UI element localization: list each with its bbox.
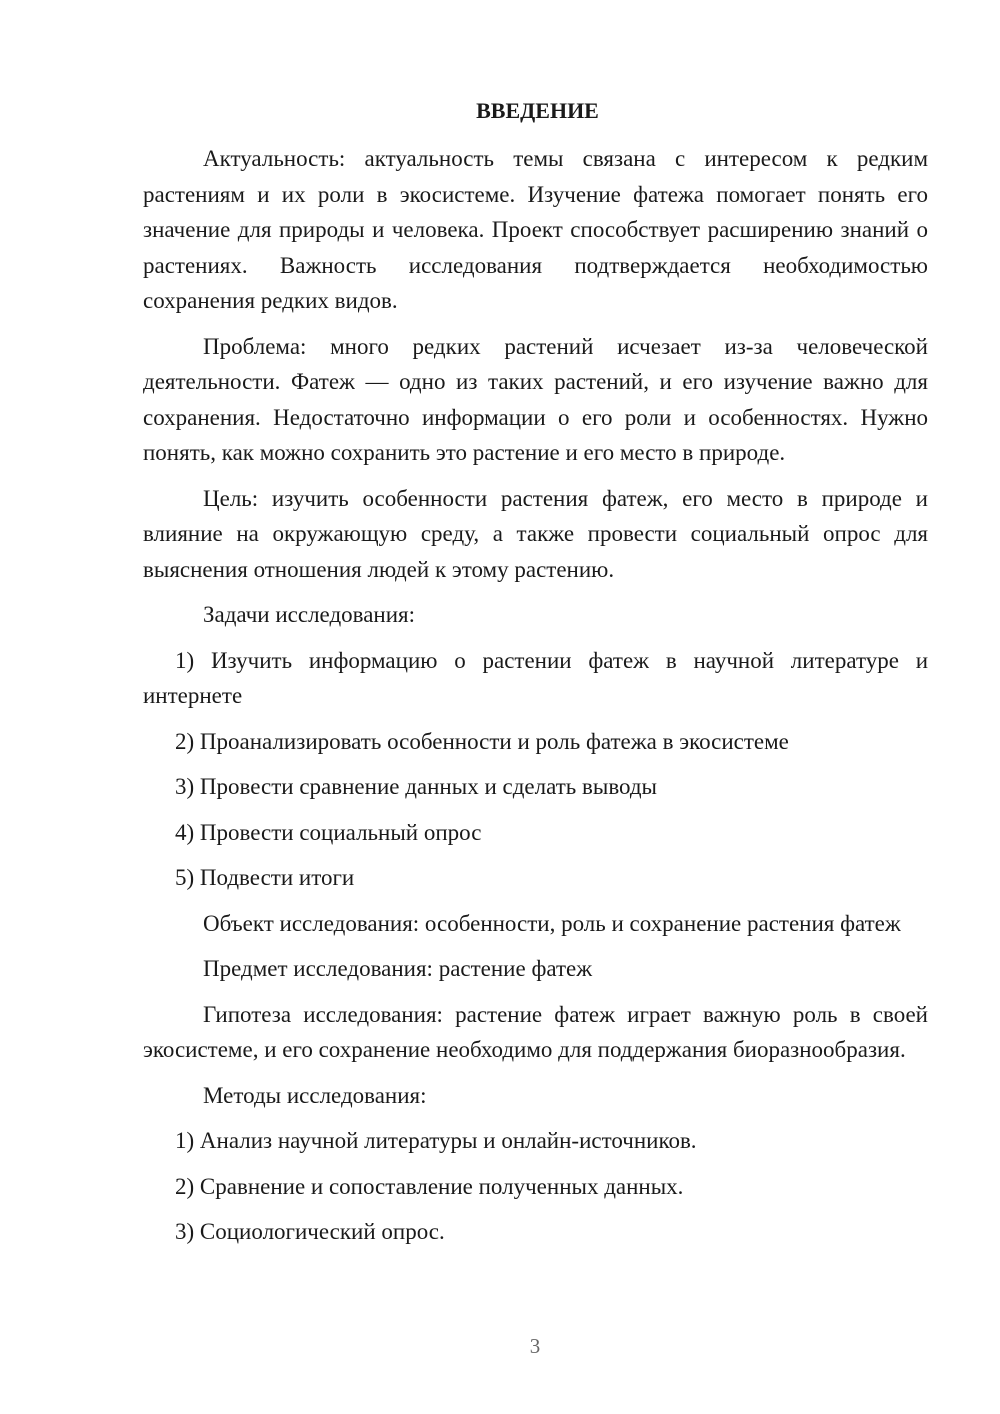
method-item: 1) Анализ научной литературы и онлайн-источников.: [175, 1128, 697, 1153]
subject-paragraph: Предмет исследования: растение фатеж: [203, 956, 593, 981]
method-item: 3) Социологический опрос.: [175, 1219, 445, 1244]
task-item: 2) Проанализировать особенности и роль фатежа в экосистеме: [175, 728, 789, 754]
object-paragraph: Объект исследования: особенности, роль и сохранение растения фатеж: [203, 910, 901, 936]
problem-paragraph: Проблема: много редких растений исчезает из-за человеческой деятельности. Фатеж — одно из таких растений, и его изучение важно для сохранения. Недостаточно информации о его роли и особенностях. Нужно понять, как можно сохранить это растение и его место в природе.: [143, 333, 928, 465]
task-item: 5) Подвести итоги: [175, 865, 355, 890]
page-title: ВВЕДЕНИЕ: [476, 98, 599, 123]
task-item: 4) Провести социальный опрос: [175, 819, 482, 845]
task-item: 3) Провести сравнение данных и сделать выводы: [175, 774, 658, 799]
tasks-label: Задачи исследования:: [203, 602, 416, 627]
task-item: 1) Изучить информацию о растении фатеж в научной литературе и интернете: [143, 647, 928, 708]
page-number: 3: [529, 1334, 541, 1358]
goal-paragraph: Цель: изучить особенности растения фатеж, его место в природе и влияние на окружающую среду, а также провести социальный опрос для выяснения отношения людей к этому растению.: [143, 485, 928, 582]
page-content: [143, 96, 928, 1260]
methods-label: Методы исследования:: [203, 1082, 427, 1108]
hypothesis-paragraph: Гипотеза исследования: растение фатеж играет важную роль в своей экосистеме, и его сохранение необходимо для поддержания биоразнообразия.: [143, 1001, 928, 1062]
relevance-paragraph: Актуальность: актуальность темы связана с интересом к редким растениям и их роли в экосистеме. Изучение фатежа помогает понять его значение для природы и человека. Проект способствует расширению знаний о растениях. Важность исследования подтверждается необходимостью сохранения редких видов.: [143, 146, 928, 313]
method-item: 2) Сравнение и сопоставление полученных данных.: [175, 1173, 684, 1199]
